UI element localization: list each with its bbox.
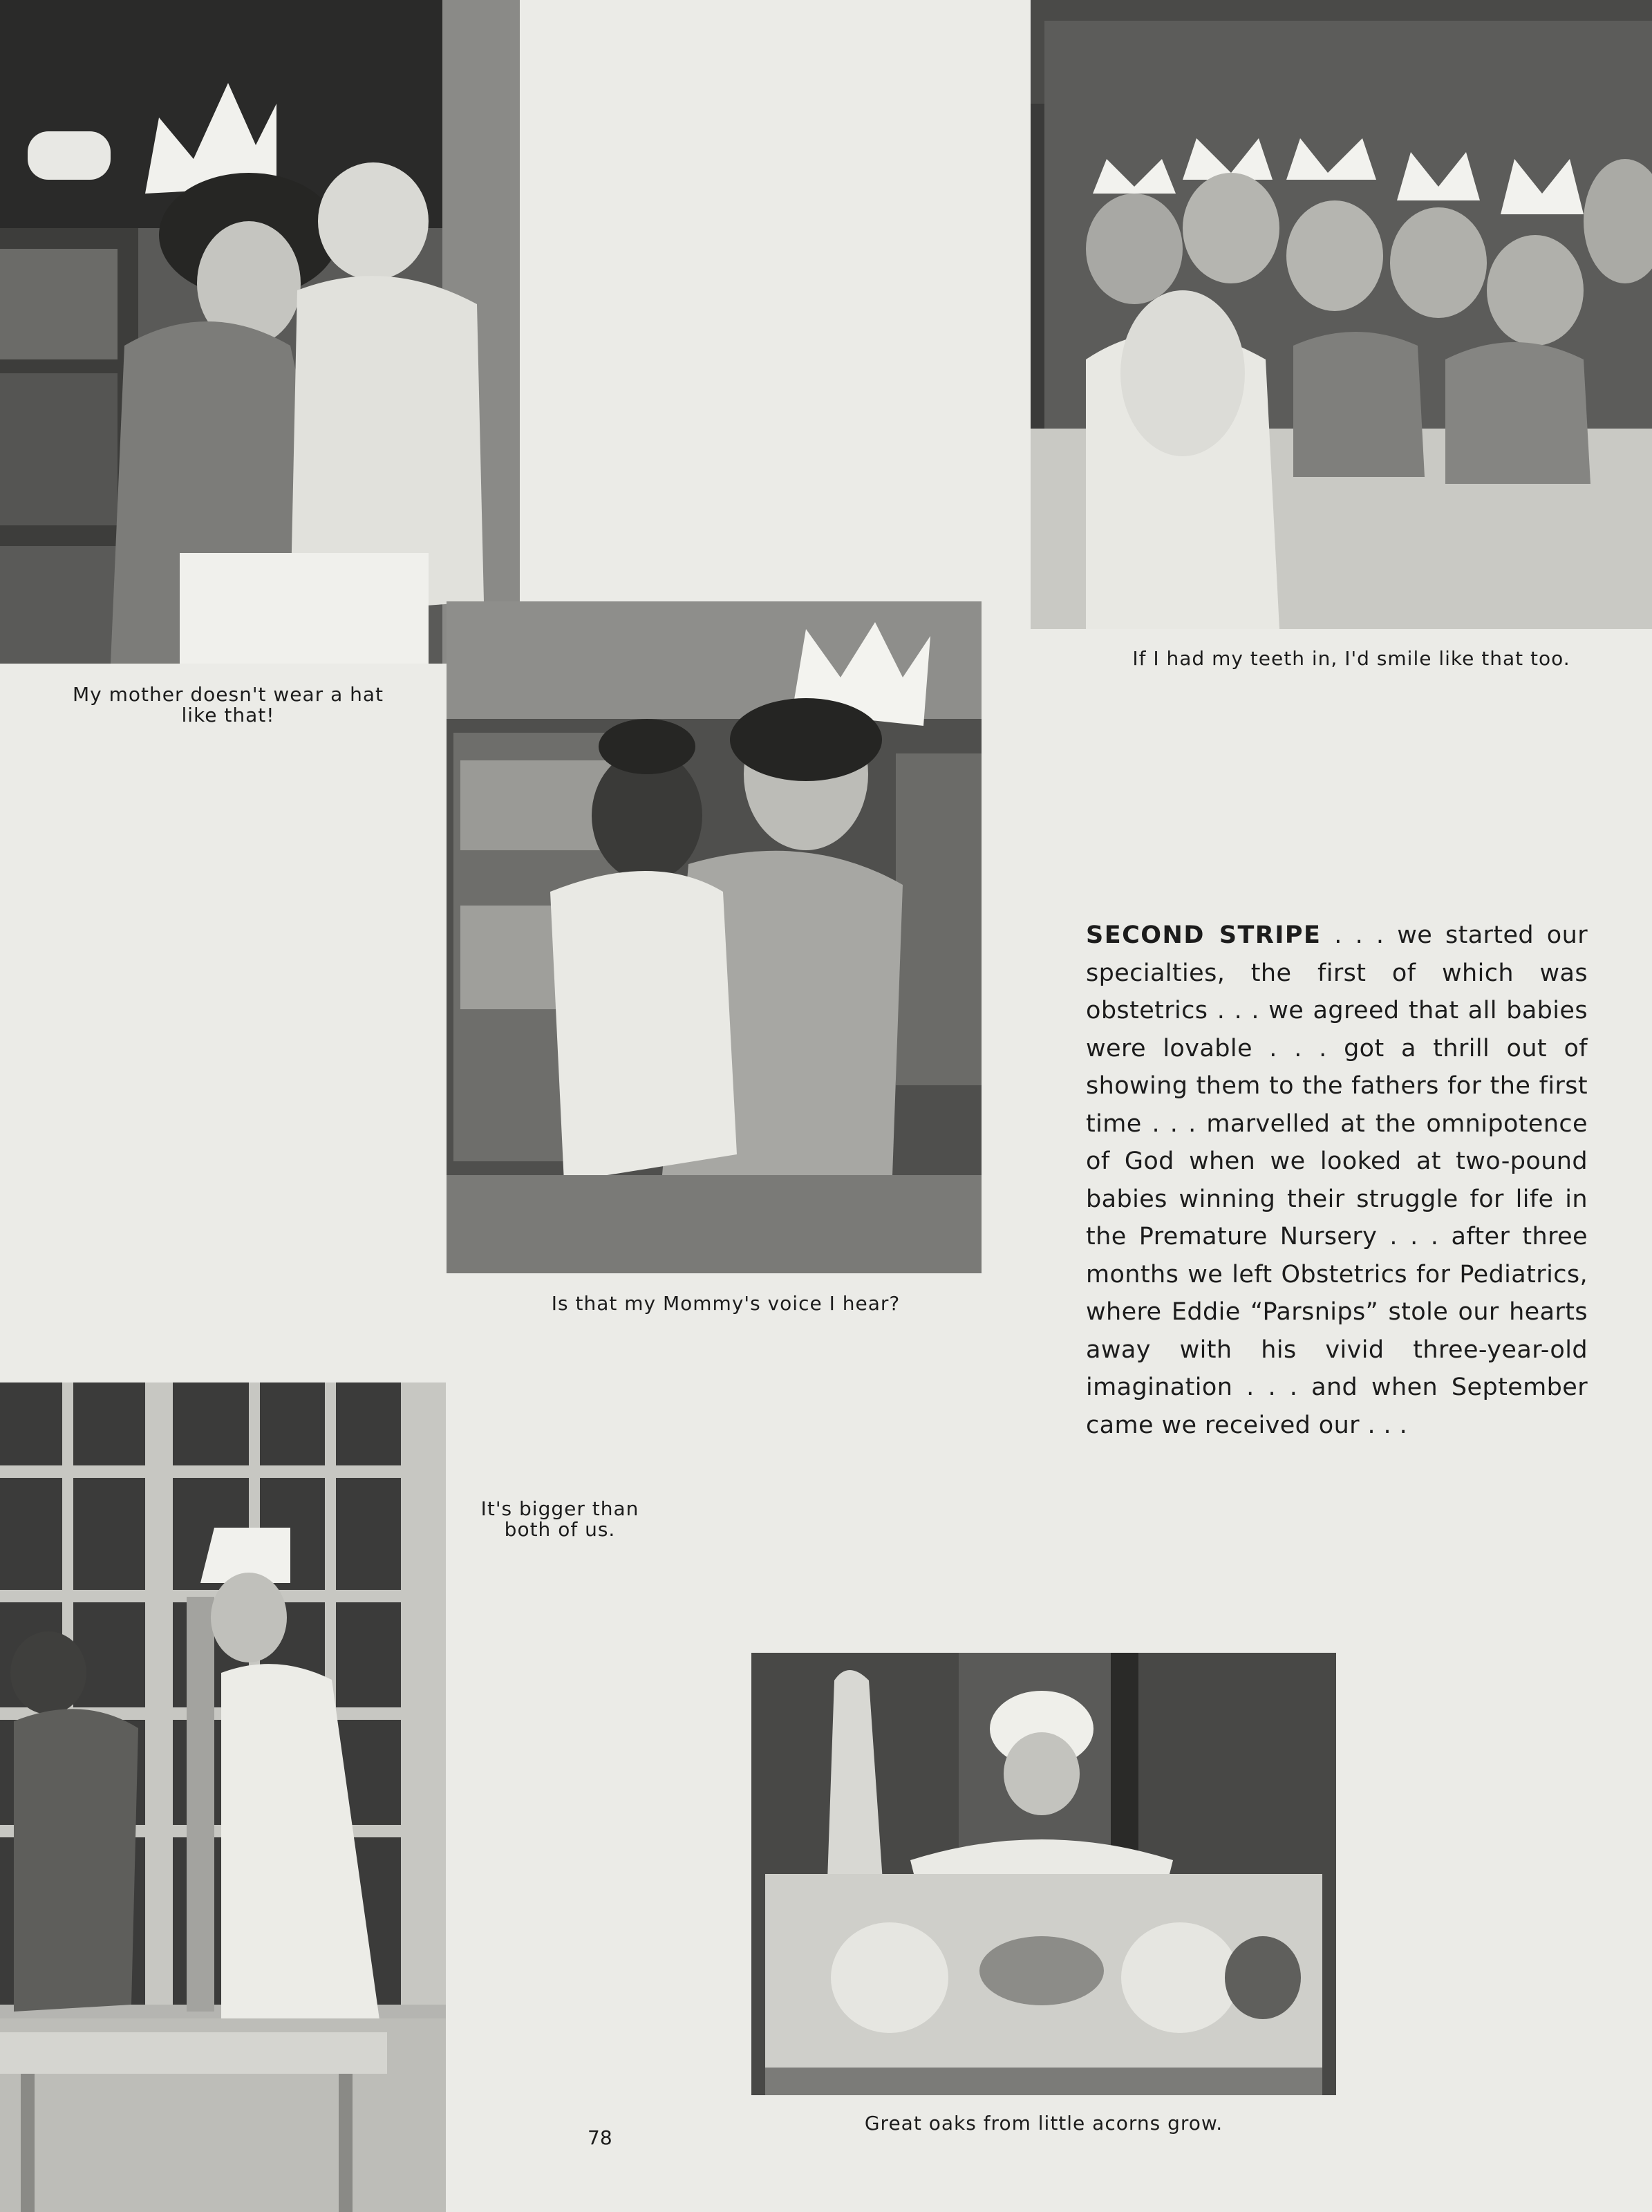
caption-teeth: If I had my teeth in, I'd smile like that too. xyxy=(1132,647,1570,670)
photo-nurses-at-nursery-window xyxy=(1031,0,1652,629)
photo-boy-stacking-blocks xyxy=(0,1382,446,2212)
caption-oaks: Great oaks from little acorns grow. xyxy=(864,2112,1223,2135)
article-text: . . . we started our specialties, the first of which was obstetrics . . . we agreed that all babies were lovable . . . got a thrill out of showing them to the fathers for the first time . . . marvelled at the omnipotence of God when we looked at two-pound babies winning their struggle for life in the Premature Nursery . . . after three months we left Obstetrics for Pediatrics, where Eddie “Parsnips” stole our hearts away with his vivid three-year-old imagination . . . and when September came we received our . . . xyxy=(1086,921,1588,1439)
caption-voice: Is that my Mommy's voice I hear? xyxy=(551,1292,901,1315)
photo-nurse-with-smiling-child xyxy=(447,601,982,1273)
photo-nurse-with-toddler xyxy=(0,0,520,664)
article-body xyxy=(1086,917,1588,1444)
article-lead: SECOND STRIPE xyxy=(1086,921,1322,949)
caption-toddler: My mother doesn't wear a hat like that! xyxy=(72,683,384,727)
page-number: 78 xyxy=(588,2126,612,2149)
caption-bigger: It's bigger than both of us. xyxy=(480,1497,639,1541)
photo-nurse-at-incubator xyxy=(751,1653,1336,2095)
